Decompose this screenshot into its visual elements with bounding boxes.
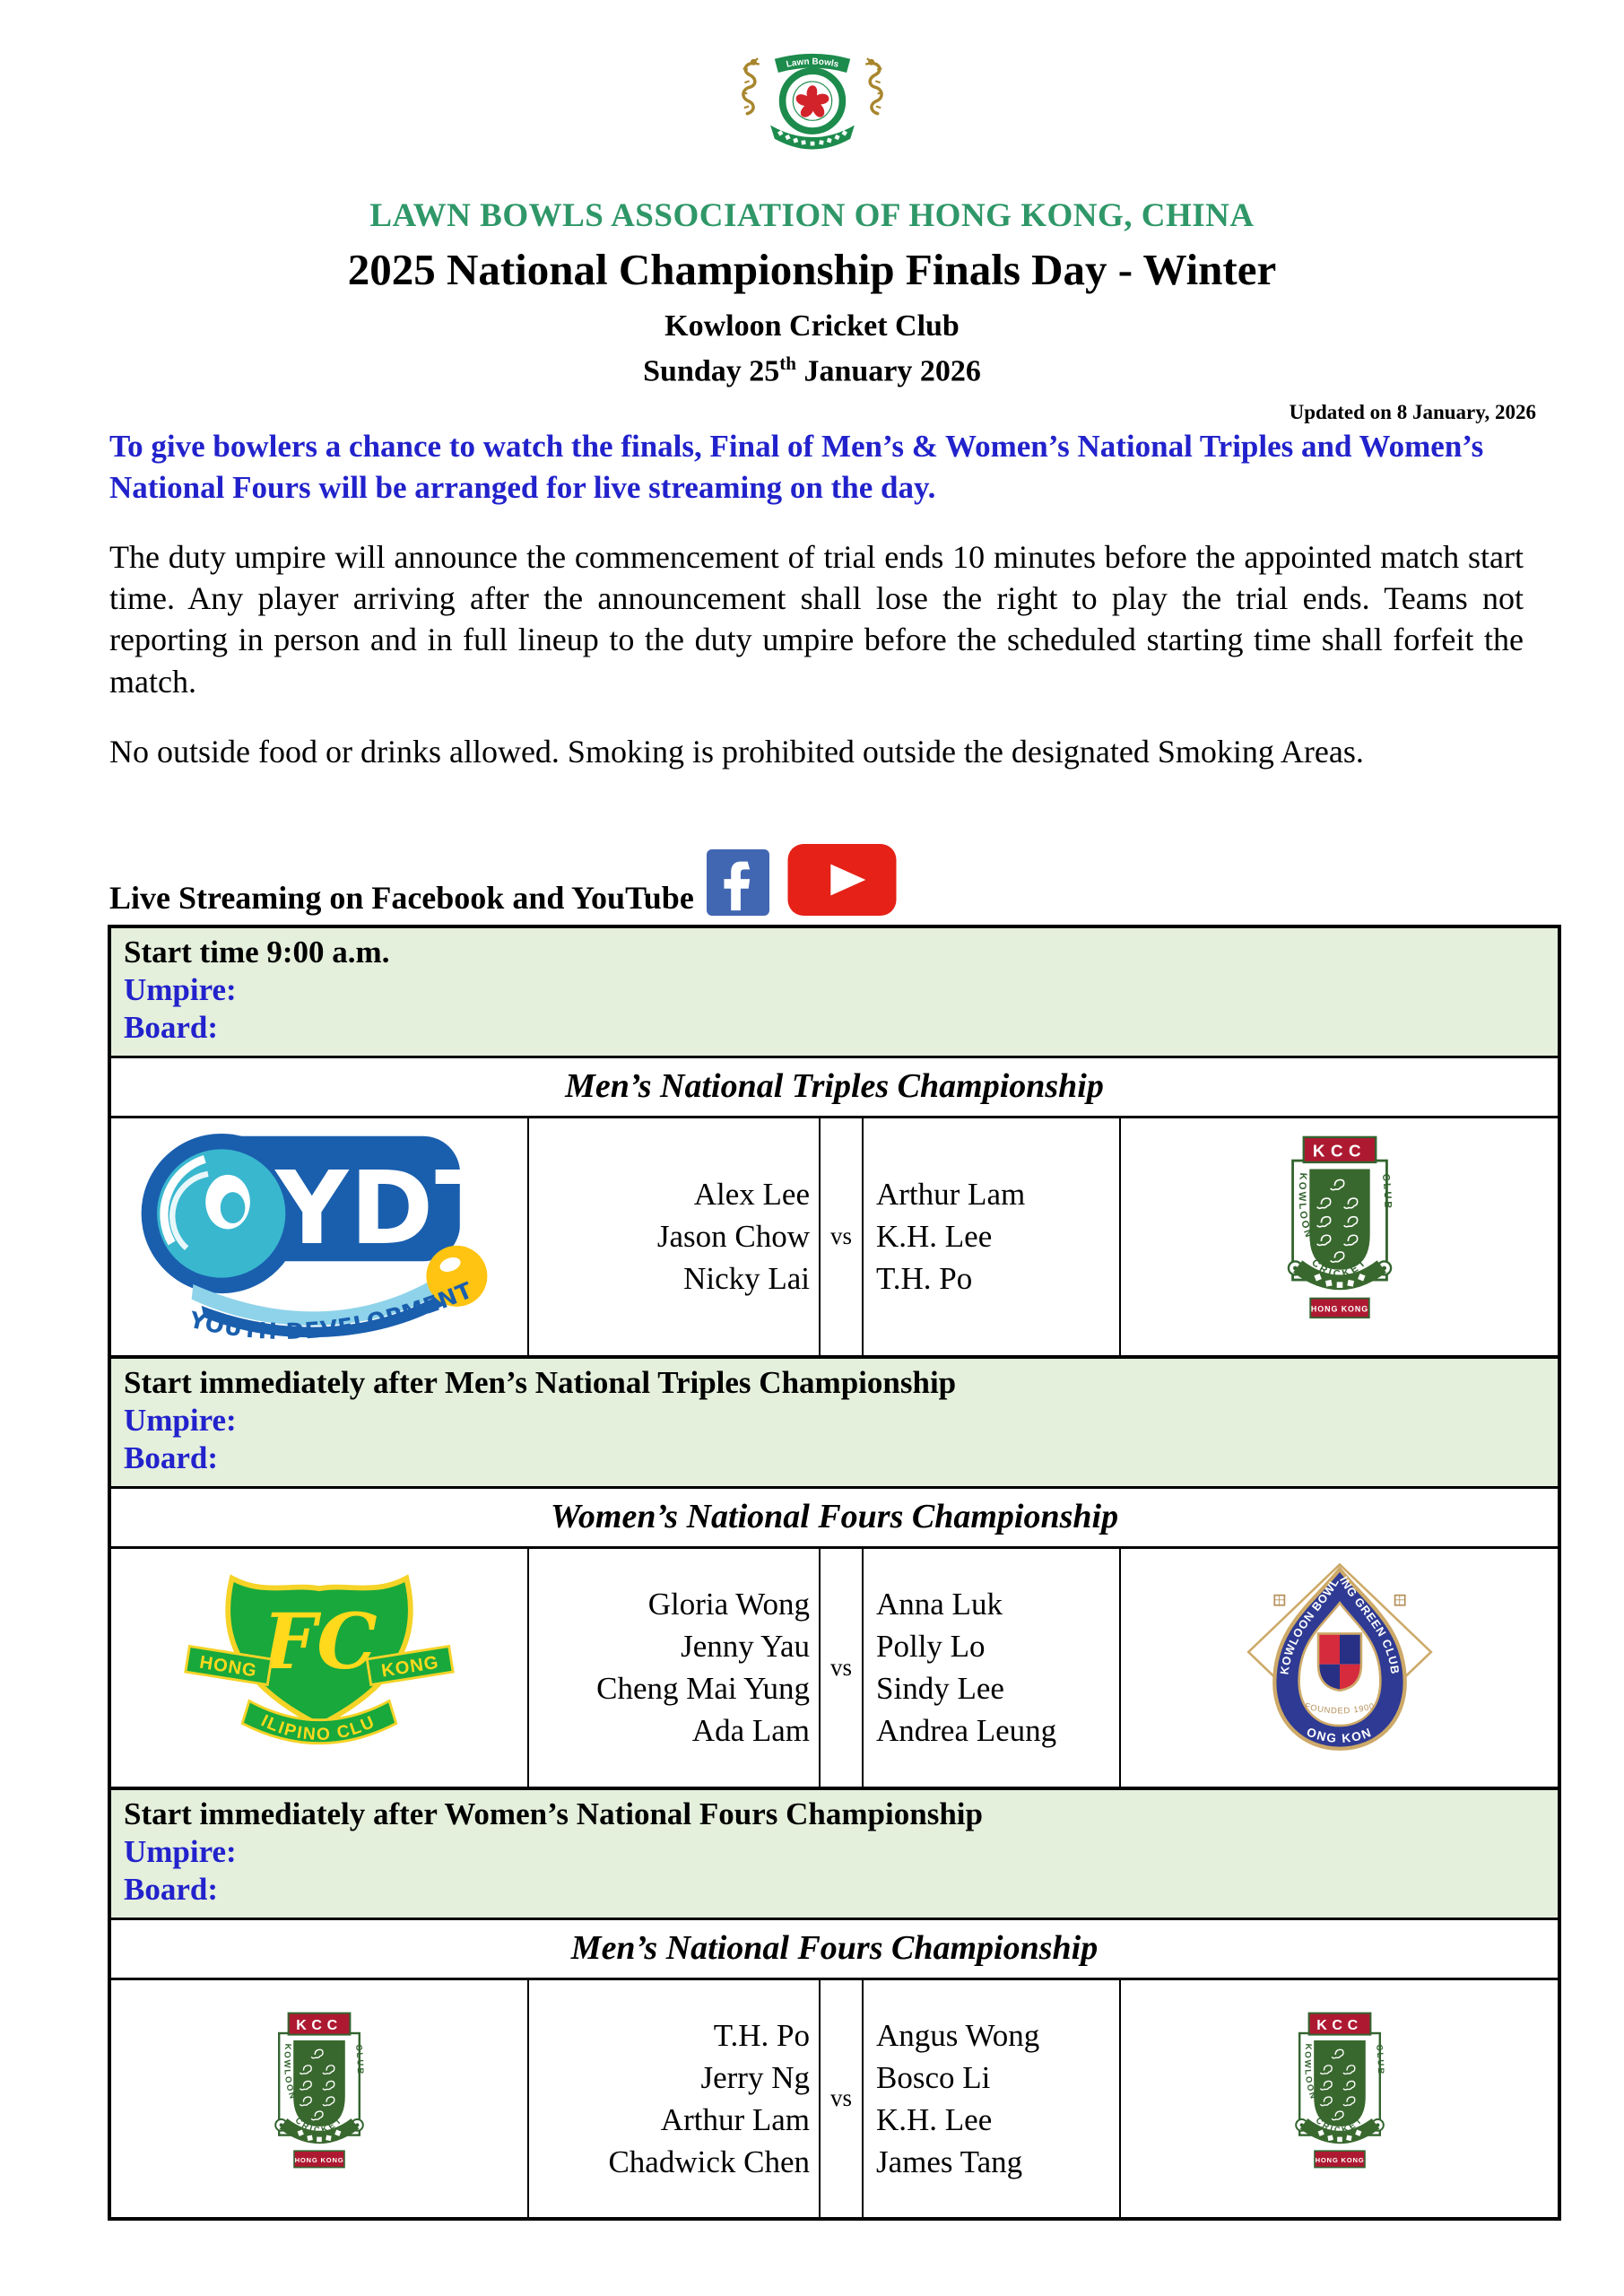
association-name: LAWN BOWLS ASSOCIATION OF HONG KONG, CHINA xyxy=(369,197,1255,234)
event-title: Men’s National Triples Championship xyxy=(109,1057,1559,1117)
ydt-logo xyxy=(126,1123,513,1345)
food-rule-paragraph: No outside food or drinks allowed. Smoking is prohibited outside the designated Smoking Areas. xyxy=(109,733,1364,770)
match-row xyxy=(109,1548,1559,1788)
date-ordinal: th xyxy=(779,352,796,374)
youtube-icon[interactable] xyxy=(787,844,897,916)
schedule-band xyxy=(109,1357,1559,1488)
player-name: T.H. Po xyxy=(876,1261,973,1297)
board-label: Board: xyxy=(124,1440,218,1476)
date-suffix: January 2026 xyxy=(795,354,981,388)
player-name: Sindy Lee xyxy=(876,1671,1004,1707)
match-row xyxy=(109,1117,1559,1357)
event-title-row xyxy=(109,1918,1559,1979)
kowloon-bowling-green-club-logo xyxy=(1244,1561,1436,1769)
venue-name: Kowloon Cricket Club xyxy=(664,309,960,343)
team2-players xyxy=(863,1117,1120,1357)
team1-players xyxy=(528,1979,820,2219)
kcc-logo xyxy=(262,2012,377,2180)
event-title-row xyxy=(109,1057,1559,1117)
board-label: Board: xyxy=(124,1871,218,1907)
start-time-label: Start immediately after Men’s National Triples Championship xyxy=(124,1365,957,1401)
umpire-rule-paragraph: The duty umpire will announce the commencement of trial ends 10 minutes before the appointed match start time. Any player arriving after the announcement shall lose the right to play the trial ends. Teams not reporting in person and in full lineup to the duty umpire before the scheduled starting time shall forfeit the match. xyxy=(109,539,1524,700)
player-name: K.H. Lee xyxy=(876,2101,993,2137)
schedule-band xyxy=(109,926,1559,1057)
player-name: T.H. Po xyxy=(713,2017,810,2053)
updated-timestamp: Updated on 8 January, 2026 xyxy=(1289,401,1536,424)
start-time-label: Start time 9:00 a.m. xyxy=(124,934,390,970)
player-name: Jenny Yau xyxy=(681,1629,810,1665)
kcc-logo xyxy=(1282,2012,1397,2180)
club-logo-cell xyxy=(109,1979,528,2219)
live-streaming-label: Live Streaming on Facebook and YouTube xyxy=(109,879,694,916)
player-name: Cheng Mai Yung xyxy=(596,1671,810,1707)
lawn-bowls-association-logo-icon xyxy=(734,48,891,161)
event-title: Women’s National Fours Championship xyxy=(109,1488,1559,1548)
player-name: Alex Lee xyxy=(693,1177,810,1213)
section-mens-triples xyxy=(109,926,1559,1358)
event-title-row xyxy=(109,1488,1559,1548)
team2-players xyxy=(863,1548,1120,1788)
player-name: Anna Luk xyxy=(876,1587,1003,1622)
umpire-label: Umpire: xyxy=(124,1403,237,1439)
player-name: Arthur Lam xyxy=(876,1177,1026,1213)
filipino-club-logo xyxy=(177,1566,462,1765)
club-logo-cell xyxy=(1120,1979,1559,2219)
umpire-label: Umpire: xyxy=(124,971,237,1007)
player-name: James Tang xyxy=(876,2144,1023,2179)
streaming-notice: To give bowlers a chance to watch the finals, Final of Men’s & Women’s National Triples and Women’s National Fours will be arranged for live streaming on the day. xyxy=(109,429,1484,505)
dragon-icon xyxy=(743,58,760,114)
association-logo xyxy=(0,0,1624,166)
event-date xyxy=(0,352,1624,388)
player-name: Jason Chow xyxy=(656,1219,810,1255)
club-logo-cell xyxy=(1120,1548,1559,1788)
team2-players xyxy=(863,1979,1120,2219)
date-prefix: Sunday 25 xyxy=(643,354,780,388)
start-time-label: Start immediately after Women’s National Fours Championship xyxy=(124,1796,983,1831)
finals-schedule-table xyxy=(108,925,1561,2222)
team1-players xyxy=(528,1117,820,1357)
section-womens-fours xyxy=(109,1357,1559,1788)
vs-label: vs xyxy=(820,1979,863,2219)
club-logo-cell xyxy=(109,1548,528,1788)
player-name: Polly Lo xyxy=(876,1629,986,1665)
page-title: 2025 National Championship Finals Day - Winter xyxy=(347,245,1277,294)
section-mens-fours xyxy=(109,1788,1559,2220)
player-name: Bosco Li xyxy=(876,2059,991,2095)
board-label: Board: xyxy=(124,1009,218,1045)
event-title: Men’s National Fours Championship xyxy=(109,1918,1559,1979)
player-name: Ada Lam xyxy=(691,1713,810,1749)
lawn-bowls-banner-text: Lawn Bowls xyxy=(785,57,839,70)
player-name: Chadwick Chen xyxy=(608,2144,810,2179)
player-name: Gloria Wong xyxy=(647,1587,810,1622)
player-name: K.H. Lee xyxy=(876,1219,993,1255)
club-logo-cell xyxy=(109,1117,528,1357)
vs-label: vs xyxy=(820,1117,863,1357)
player-name: Nicky Lai xyxy=(683,1261,810,1297)
player-name: Jerry Ng xyxy=(700,2059,810,2095)
umpire-label: Umpire: xyxy=(124,1833,237,1869)
club-logo-cell xyxy=(1120,1117,1559,1357)
live-streaming-row xyxy=(109,844,1624,916)
schedule-band xyxy=(109,1788,1559,1919)
match-row xyxy=(109,1979,1559,2219)
team1-players xyxy=(528,1548,820,1788)
player-name: Arthur Lam xyxy=(660,2101,810,2137)
player-name: Angus Wong xyxy=(876,2017,1040,2053)
facebook-icon[interactable] xyxy=(707,849,769,916)
vs-label: vs xyxy=(820,1548,863,1788)
player-name: Andrea Leung xyxy=(876,1713,1057,1749)
kcc-logo xyxy=(1272,1135,1407,1333)
